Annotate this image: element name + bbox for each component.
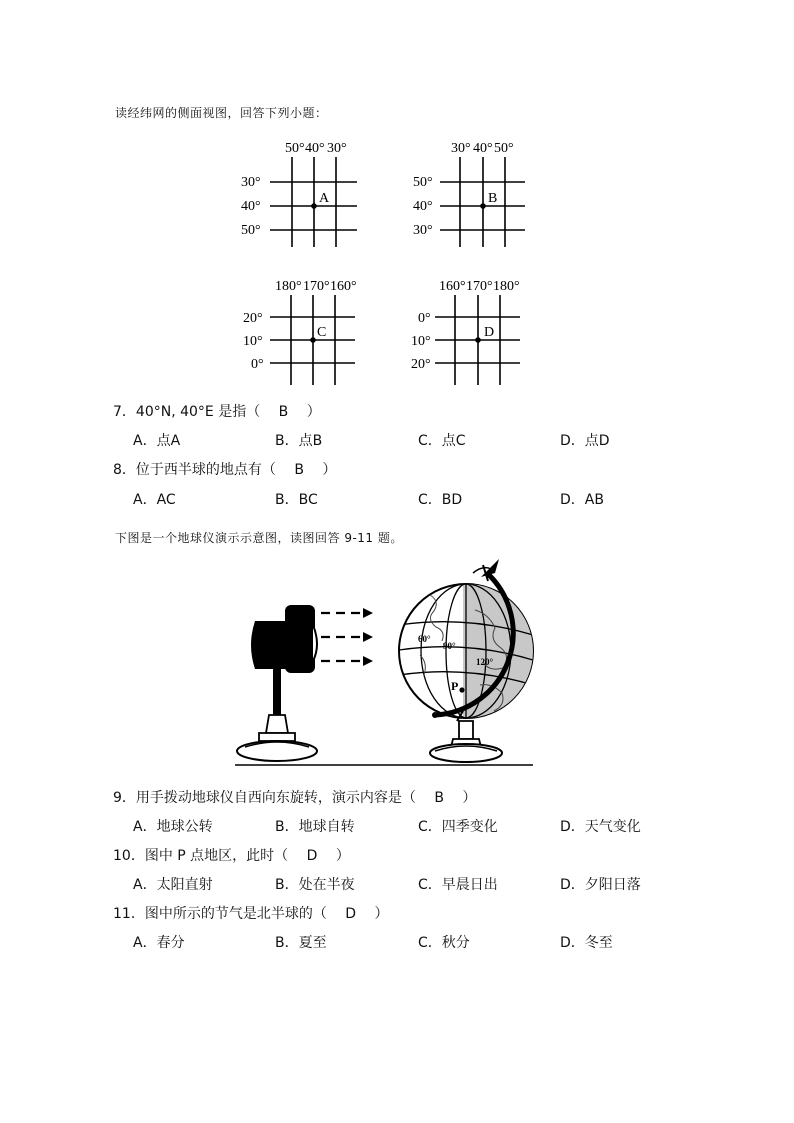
q8-option-c: C．BD: [418, 492, 463, 508]
question-9: 9．用手拨动地球仪自西向东旋转，演示内容是（ B ）: [113, 790, 477, 806]
question-8: 8．位于西半球的地点有（ B ）: [113, 462, 337, 478]
point-D-label: D: [484, 325, 495, 340]
q7-option-a: A．点A: [133, 433, 181, 449]
grid-D-top-label: 170°: [466, 279, 493, 294]
globe-icon: [399, 559, 543, 762]
q7-option-c: C．点C: [418, 433, 466, 449]
q7-option-b: B．点B: [275, 433, 323, 449]
grid-B-left-label: 50°: [413, 175, 433, 190]
point-D-dot: [475, 337, 481, 343]
question-11: 11．图中所示的节气是北半球的（ D ）: [113, 906, 389, 922]
intro-text-1: 读经纬网的侧面视图，回答下列小题：: [115, 106, 328, 120]
globe-demo-figure: [225, 555, 545, 775]
grid-A-left-label: 30°: [241, 175, 261, 190]
grid-A-left-label: 50°: [241, 223, 261, 238]
grid-C-top-label: 180°: [275, 279, 302, 294]
q11-option-b: B．夏至: [275, 935, 327, 951]
point-C-label: C: [317, 325, 327, 340]
point-P-dot: [459, 687, 464, 692]
point-A-label: A: [319, 191, 330, 206]
grid-C-top-label: 160°: [330, 279, 357, 294]
grid-A-top-label: 40°: [305, 141, 325, 156]
q10-option-a: A．太阳直射: [133, 877, 213, 893]
grid-B-top-label: 50°: [494, 141, 514, 156]
q11-option-a: A．春分: [133, 935, 185, 951]
light-ray-arrows: [321, 613, 365, 661]
grid-C-top-label: 170°: [303, 279, 330, 294]
grid-D-top-label: 160°: [439, 279, 466, 294]
question-7: 7．40°N, 40°E 是指（ B ）: [113, 404, 321, 420]
grid-D-left-label: 10°: [411, 334, 431, 349]
grid-B: [413, 141, 525, 247]
q10-option-d: D．夕阳日落: [560, 877, 641, 893]
q10-option-c: C．早晨日出: [418, 877, 498, 893]
q7-option-d: D．点D: [560, 433, 610, 449]
q10-option-b: B．处在半夜: [275, 877, 355, 893]
grid-D-top-label: 180°: [493, 279, 520, 294]
grid-C-left-label: 10°: [243, 334, 263, 349]
q8-option-a: A．AC: [133, 492, 176, 508]
q9-option-d: D．天气变化: [560, 819, 641, 835]
lat-long-grids-figure: [235, 135, 535, 395]
q8-option-d: D．AB: [560, 492, 604, 508]
globe-label-60: 60°: [418, 634, 431, 644]
grid-D: [411, 279, 520, 385]
q11-option-d: D．冬至: [560, 935, 613, 951]
grid-A-top-label: 30°: [327, 141, 347, 156]
grid-B-top-label: 30°: [451, 141, 471, 156]
point-B-dot: [480, 203, 486, 209]
q8-option-b: B．BC: [275, 492, 318, 508]
grid-B-top-label: 40°: [473, 141, 493, 156]
intro-text-2: 下图是一个地球仪演示示意图，读图回答 9-11 题。: [115, 531, 403, 545]
q9-option-a: A．地球公转: [133, 819, 213, 835]
q9-option-c: C．四季变化: [418, 819, 498, 835]
point-A-dot: [311, 203, 317, 209]
q9-option-b: B．地球自转: [275, 819, 355, 835]
point-C-dot: [310, 337, 316, 343]
point-B-label: B: [488, 191, 498, 206]
grid-A: [241, 141, 357, 247]
grid-D-left-label: 0°: [418, 311, 431, 326]
grid-A-top-label: 50°: [285, 141, 305, 156]
grid-D-left-label: 20°: [411, 357, 431, 372]
globe-label-120: 120°: [476, 657, 494, 667]
globe-label-90: 90°: [443, 641, 456, 651]
point-P-label: P: [451, 679, 459, 693]
question-10: 10．图中 P 点地区，此时（ D ）: [113, 848, 350, 864]
grid-A-left-label: 40°: [241, 199, 261, 214]
lamp-icon: [237, 605, 317, 761]
grid-B-left-label: 30°: [413, 223, 433, 238]
grid-B-left-label: 40°: [413, 199, 433, 214]
q11-option-c: C．秋分: [418, 935, 470, 951]
grid-C-left-label: 20°: [243, 311, 263, 326]
grid-C-left-label: 0°: [251, 357, 264, 372]
grid-C: [243, 279, 357, 385]
